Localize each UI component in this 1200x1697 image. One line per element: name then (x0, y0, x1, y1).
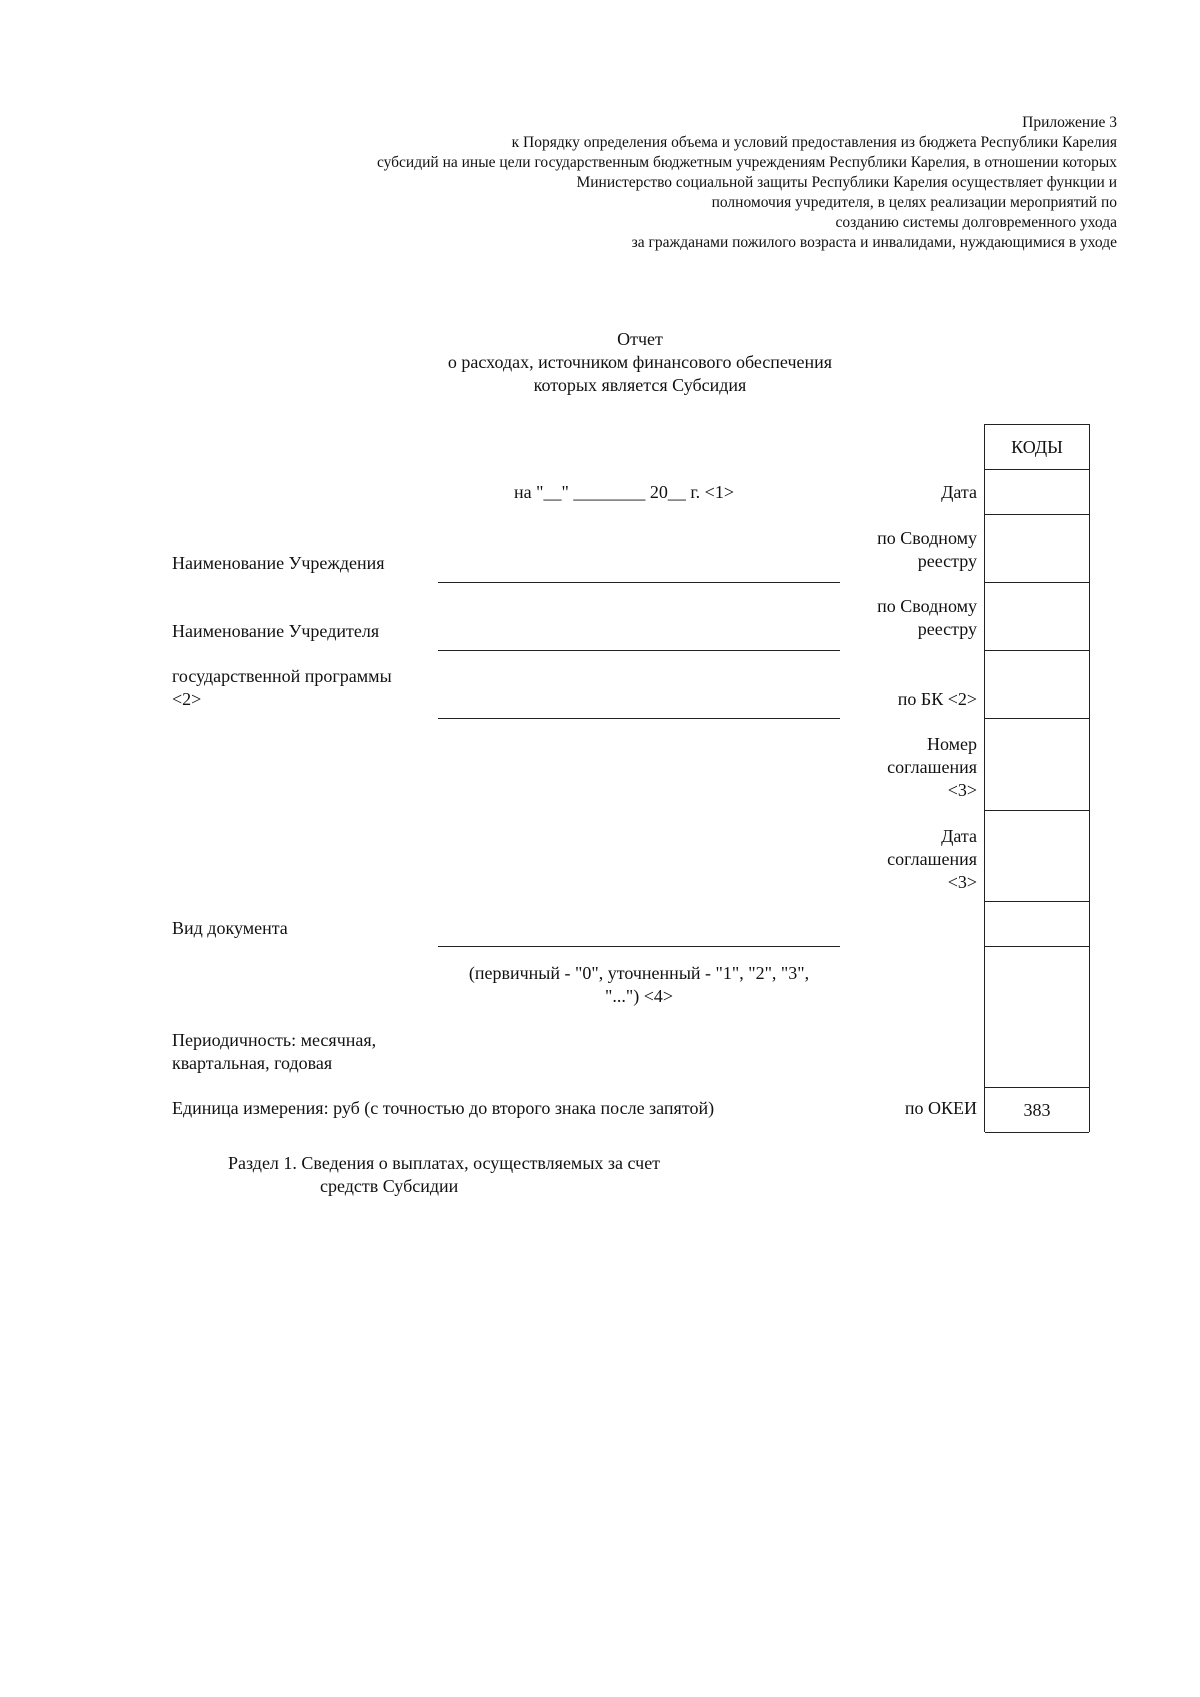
agreement-number-label-line: Номер (926, 734, 977, 754)
periodicity-code-cell[interactable] (985, 947, 1089, 1088)
registry-code-label (787, 527, 977, 573)
report-title-main: Отчет (617, 329, 663, 349)
appendix-line: созданию системы долговременного ухода (835, 214, 1117, 231)
agreement-number-cell[interactable] (985, 719, 1089, 811)
founder-label: Наименование Учредителя (172, 621, 380, 641)
agreement-date-label-line: <3> (947, 872, 977, 892)
section-heading (228, 1152, 788, 1198)
registry-code-label-line: реестру (917, 619, 977, 639)
program-label-ref: <2> (172, 689, 202, 709)
registry-code-label-line: реестру (917, 551, 977, 571)
agreement-date-label-line: Дата (941, 826, 977, 846)
doc-type-hint (438, 962, 840, 1008)
registry-code-label-2 (787, 595, 977, 641)
doc-type-code-cell[interactable] (985, 902, 1089, 947)
appendix-line: к Порядку определения объема и условий предоставления из бюджета Республики Карелия (511, 134, 1117, 151)
founder-name-field[interactable] (438, 650, 840, 651)
doc-type-hint-line: (первичный - "0", уточненный - "1", "2", "3", (468, 963, 810, 983)
agreement-number-label-line: <3> (947, 780, 977, 800)
doc-type-field[interactable] (438, 946, 840, 947)
registry-code-cell[interactable] (985, 515, 1089, 583)
report-date-line[interactable]: на "__" ________ 20__ г. <1> (514, 482, 734, 502)
section-heading-line: средств Субсидии (320, 1176, 459, 1196)
report-subtitle-2: которых является Субсидия (533, 375, 747, 395)
agreement-date-cell[interactable] (985, 811, 1089, 902)
report-title (330, 328, 950, 397)
report-subtitle-1: о расходах, источником финансового обеспечения (447, 352, 833, 372)
appendix-line: Министерство социальной защиты Республики Карелия осуществляет функции и (576, 174, 1117, 191)
periodicity-label-cont: квартальная, годовая (172, 1053, 333, 1073)
registry-code-cell-2[interactable] (985, 583, 1089, 651)
agreement-number-label-line: соглашения (887, 757, 977, 777)
codes-header: КОДЫ (985, 425, 1089, 470)
appendix-line: за гражданами пожилого возраста и инвалидами, нуждающимися в уходе (631, 234, 1117, 251)
program-name-field[interactable] (438, 718, 840, 719)
bk-code-label: по БК <2> (897, 689, 977, 709)
date-code-cell[interactable] (985, 470, 1089, 515)
agreement-date-label-line: соглашения (887, 849, 977, 869)
periodicity-label: Периодичность: месячная, (172, 1030, 377, 1050)
registry-code-label-line: по Сводному (877, 596, 977, 616)
institution-name-field[interactable] (438, 582, 840, 583)
registry-code-label-line: по Сводному (877, 528, 977, 548)
appendix-line: субсидий на иные цели государственным бюджетным учреждениям Республики Карелия, в отношении которых (376, 154, 1117, 171)
institution-label: Наименование Учреждения (172, 553, 385, 573)
appendix-line: Приложение 3 (1022, 114, 1117, 131)
unit-label: Единица измерения: руб (с точностью до второго знака после запятой) (172, 1098, 715, 1118)
agreement-date-label (787, 825, 977, 894)
program-label: государственной программы (172, 666, 392, 686)
bk-code-cell[interactable] (985, 651, 1089, 719)
doc-type-label: Вид документа (172, 918, 288, 938)
section-heading-line: Раздел 1. Сведения о выплатах, осуществляемых за счет (228, 1153, 661, 1173)
codes-table (984, 424, 1090, 1132)
okei-code-label: по ОКЕИ (904, 1098, 977, 1118)
doc-type-hint-line: "...") <4> (605, 986, 673, 1006)
okei-code-cell: 383 (985, 1088, 1089, 1133)
appendix-header (157, 113, 1117, 253)
agreement-number-label (787, 733, 977, 802)
date-code-label: Дата (941, 482, 977, 502)
appendix-line: полномочия учредителя, в целях реализации мероприятий по (711, 194, 1117, 211)
